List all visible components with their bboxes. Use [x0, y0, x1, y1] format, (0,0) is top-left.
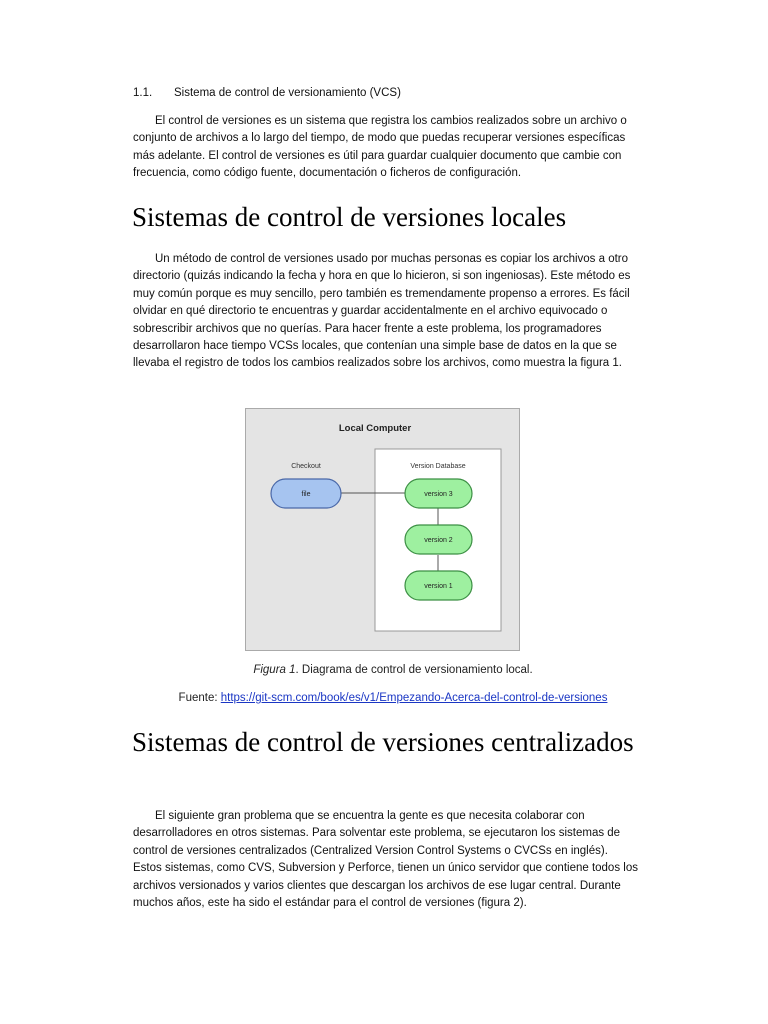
local-vcs-paragraph: Un método de control de versiones usado por muchas personas es copiar los archivos a otro directorio (quizás indicando la fecha y hora en que lo hicieron, si son ingeniosas). Este método es muy común porque es muy sencillo, pero también es tremendamente propenso a errores. Es fácil olvidar en qué directorio te encuentras y guardar accidentalmente en el archivo equivocado o sobrescribir archivos que no querías. Para hacer frente a este problema, los programadores desarrollaron hace tiempo VCSs locales, que contenían una simple base de datos en la que se llevaba el registro de todos los cambios realizados sobre los archivos, como muestra la figura 1. [133, 253, 631, 370]
version-3-label: version 3 [424, 491, 453, 498]
section-heading [133, 87, 401, 99]
local-vcs-diagram [245, 408, 520, 651]
heading-centralized-vcs: Sistemas de control de versiones centralizados [132, 727, 634, 757]
source-prefix: Fuente: [178, 692, 221, 704]
file-node-label: file [301, 491, 311, 498]
figure-caption-label: Figura 1 [253, 664, 296, 676]
version-2-label: version 2 [424, 537, 453, 544]
local-computer-title: Local Computer [338, 423, 412, 434]
figure-source [133, 692, 653, 704]
section-title: Sistema de control de versionamiento (VCS) [174, 87, 401, 99]
figure-caption-text: . Diagrama de control de versionamiento local. [295, 664, 533, 676]
heading-local-vcs: Sistemas de control de versiones locales [132, 202, 567, 232]
source-link[interactable]: https://git-scm.com/book/es/v1/Empezando-Acerca-del-control-de-versiones [220, 692, 608, 704]
intro-paragraph: El control de versiones es un sistema que registra los cambios realizados sobre un archivo o conjunto de archivos a lo largo del tiempo, de modo que puedas recuperar versiones específicas más adelante. El control de versiones es útil para guardar cualquier documento que cambie con frecuencia, como código fuente, documentación o ficheros de configuración. [133, 115, 627, 180]
section-number: 1.1. [133, 87, 153, 99]
centralized-vcs-paragraph: El siguiente gran problema que se encuentra la gente es que necesita colaborar con desarrolladores en otros sistemas. Para solventar este problema, se ejecutaron los sistemas de control de versiones centralizados (Centralized Version Control Systems o CVCSs en inglés). Estos sistemas, como CVS, Subversion y Perforce, tienen un único servidor que contiene todos los archivos versionados y varios clientes que descargan los archivos de ese lugar central. Durante muchos años, este ha sido el estándar para el control de versiones (figura 2). [133, 810, 638, 910]
figure-caption [133, 664, 653, 676]
version-database-label: Version Database [410, 463, 466, 470]
checkout-label: Checkout [291, 463, 321, 470]
version-1-label: version 1 [424, 583, 453, 590]
